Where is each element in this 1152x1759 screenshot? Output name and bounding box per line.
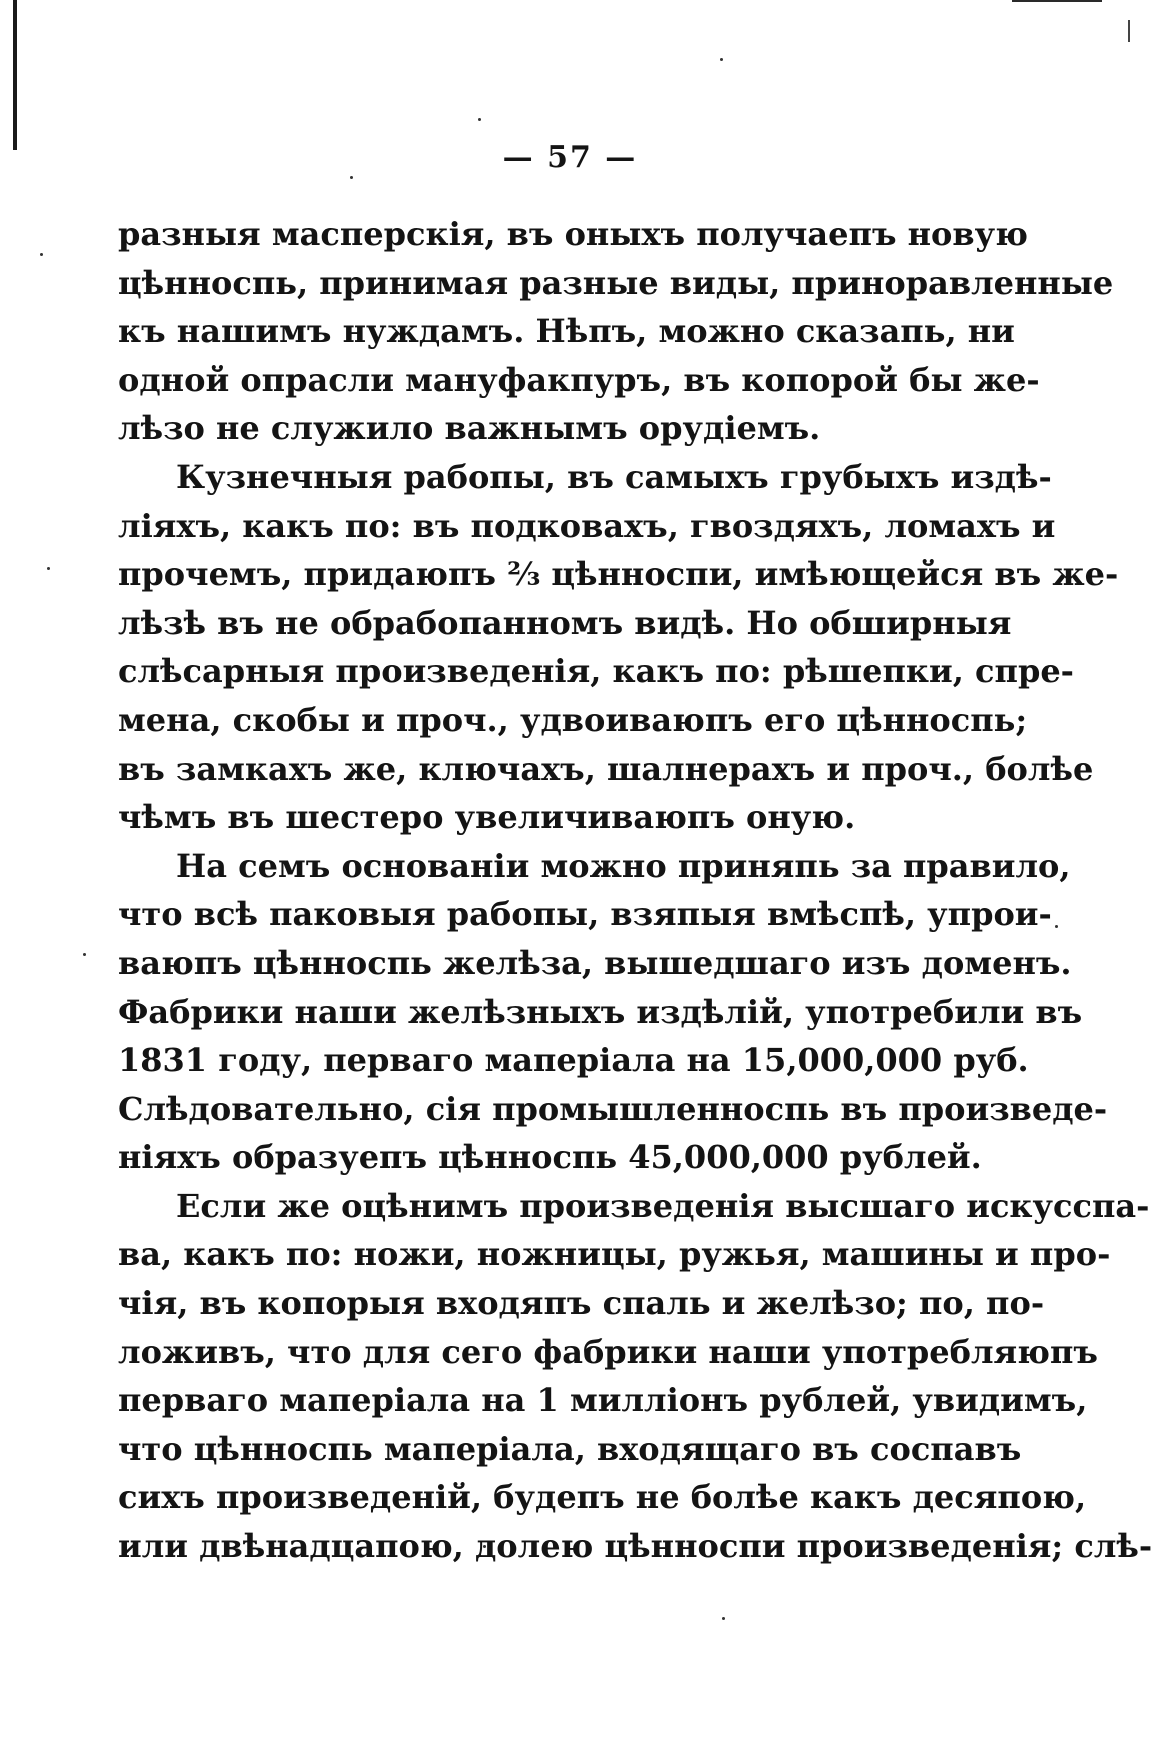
text-line: мена, скобы и проч., удвоиваюпъ его цѣнноспь; xyxy=(118,700,1028,739)
text-line: Если же оцѣнимъ произведенія высшаго искусспа- xyxy=(176,1186,1150,1225)
text-line: Слѣдовательно, сія промышленноспь въ произведе- xyxy=(118,1089,1108,1128)
text-line: что всѣ паковыя рабопы, взяпыя вмѣспѣ, упрои- xyxy=(118,895,1052,934)
text-line: ложивъ, что для сего фабрики наши употребляюпъ xyxy=(118,1332,1098,1371)
text-line: лѣзо не служило важнымъ орудіемъ. xyxy=(118,409,821,448)
text-line: слѣсарныя произведенія, какъ по: рѣшепки, спре- xyxy=(118,652,1074,691)
text-line: ваюпъ цѣнноспь желѣза, вышедшаго изъ доменъ. xyxy=(118,943,1072,982)
text-line: одной опрасли мануфакпуръ, въ копорой бы же- xyxy=(118,360,1040,399)
scan-speck xyxy=(47,567,50,570)
scan-speck xyxy=(478,118,481,121)
scan-edge-mark xyxy=(13,0,17,150)
scan-speck xyxy=(40,253,43,256)
text-line: Фабрики наши желѣзныхъ издѣлій, употребили въ xyxy=(118,992,1083,1031)
text-line: къ нашимъ нуждамъ. Нѣпъ, можно сказапь, ни xyxy=(118,312,1015,351)
scan-speck xyxy=(83,953,86,956)
text-line: ліяхъ, какъ по: въ подковахъ, гвоздяхъ, ломахъ и xyxy=(118,506,1056,545)
scan-speck xyxy=(722,1617,725,1620)
scan-edge-mark xyxy=(1128,20,1130,42)
text-line: На семъ основаніи можно приняпь за правило, xyxy=(176,846,1071,885)
text-line: чія, въ копорыя входяпъ спаль и желѣзо; по, по- xyxy=(118,1284,1045,1323)
scan-edge-mark xyxy=(1012,0,1102,2)
text-line: въ замкахъ же, ключахъ, шалнерахъ и проч., болѣе xyxy=(118,749,1094,788)
text-line: или двѣнадцапою, долею цѣнноспи произведенія; слѣ- xyxy=(118,1527,1152,1566)
text-line: прочемъ, придаюпъ ⅔ цѣнноспи, имѣющейся въ же- xyxy=(118,555,1119,594)
text-line: сихъ произведеній, будепъ не болѣе какъ десяпою, xyxy=(118,1478,1087,1517)
scan-speck xyxy=(350,176,353,179)
text-line: что цѣнноспь маперіала, входящаго въ соспавъ xyxy=(118,1429,1022,1468)
scan-speck xyxy=(1055,925,1058,928)
text-line: Кузнечныя рабопы, въ самыхъ грубыхъ издѣ- xyxy=(176,457,1052,496)
page-number: — 57 — xyxy=(502,140,638,175)
text-line: лѣзѣ въ не обрабопанномъ видѣ. Но обширныя xyxy=(118,603,1012,642)
body-text xyxy=(118,210,1152,1571)
text-line: 1831 году, перваго маперіала на 15,000,000 руб. xyxy=(118,1041,1029,1080)
text-line: разныя масперскія, въ оныхъ получаепъ новую xyxy=(118,215,1028,253)
scan-speck xyxy=(720,58,723,61)
text-line: цѣнноспь, принимая разные виды, приноравленные xyxy=(118,263,1114,302)
text-line: ніяхъ образуепъ цѣнноспь 45,000,000 рублей. xyxy=(118,1138,982,1177)
text-line: перваго маперіала на 1 милліонъ рублей, увидимъ, xyxy=(118,1381,1088,1420)
text-line: чѣмъ въ шестеро увеличиваюпъ оную. xyxy=(118,798,856,837)
text-line: ва, какъ по: ножи, ножницы, ружья, машины и про- xyxy=(118,1235,1111,1274)
